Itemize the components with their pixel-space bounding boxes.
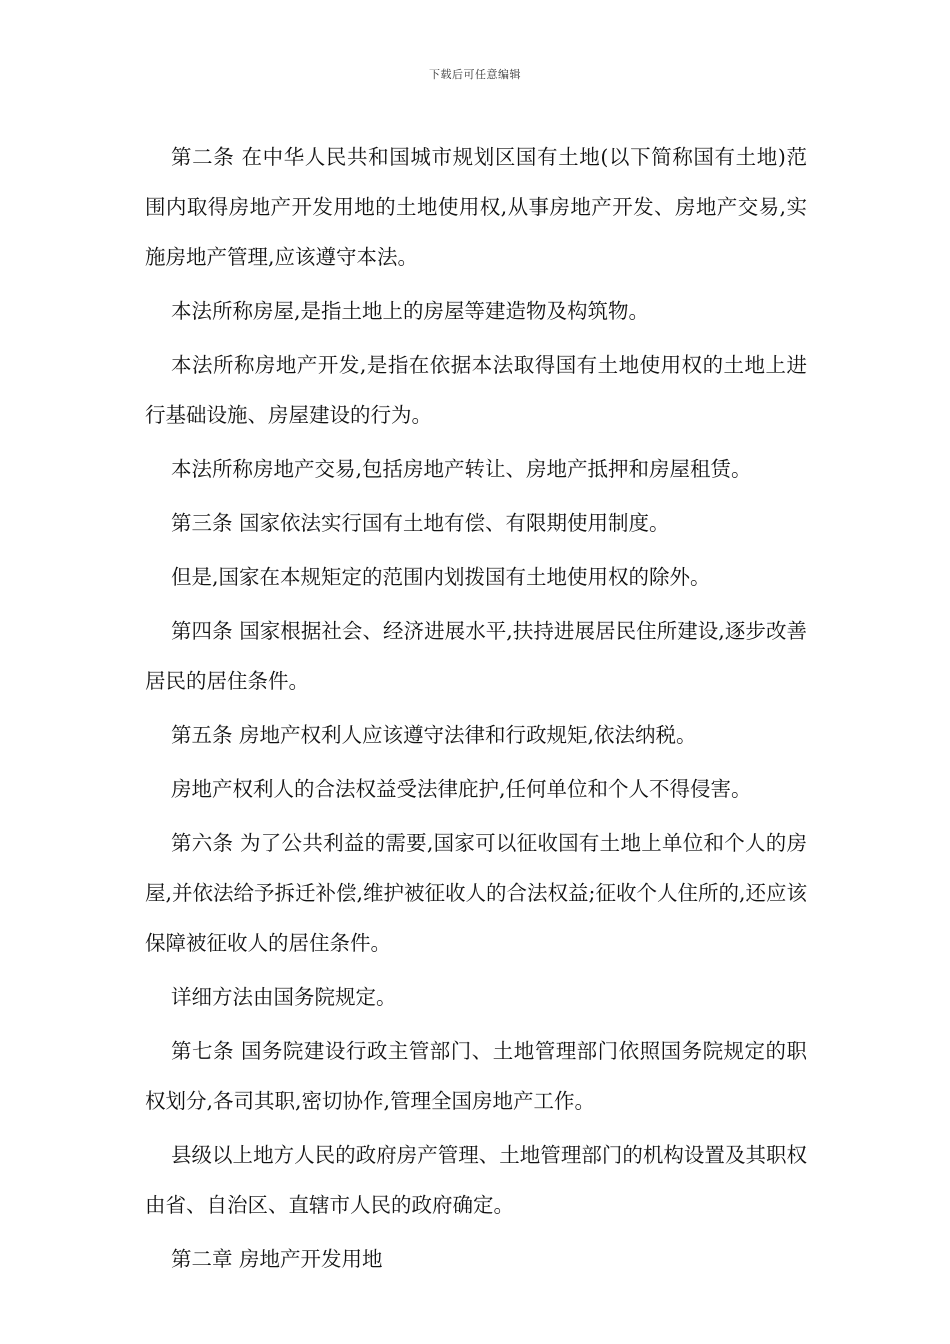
paragraph-article-4: 第四条 国家根据社会、经济进展水平,扶持进展居民住所建设,逐步改善居民的居住条件。 <box>145 619 807 693</box>
paragraph-article-5-rights: 房地产权利人的合法权益受法律庇护,任何单位和个人不得侵害。 <box>171 777 752 801</box>
paragraph-article-5: 第五条 房地产权利人应该遵守法律和行政规矩,依法纳税。 <box>171 723 697 747</box>
paragraph-development-definition: 本法所称房地产开发,是指在依据本法取得国有土地使用权的土地上进行基础设施、房屋建设的行为。 <box>145 353 807 427</box>
page-header: 下载后可任意编辑 <box>429 68 521 81</box>
paragraph-article-6: 第六条 为了公共利益的需要,国家可以征收国有土地上单位和个人的房屋,并依法给予拆迁补偿,维护被征收人的合法权益;征收个人住所的,还应该保障被征收人的居住条件。 <box>145 831 807 955</box>
chapter-heading: 第二章 房地产开发用地 <box>171 1247 383 1271</box>
paragraph-housing-definition: 本法所称房屋,是指土地上的房屋等建造物及构筑物。 <box>171 299 650 323</box>
paragraph-article-3: 第三条 国家依法实行国有土地有偿、有限期使用制度。 <box>171 511 670 535</box>
document-body <box>145 132 807 1288</box>
paragraph-article-6-detail: 详细方法由国务院规定。 <box>171 985 397 1009</box>
paragraph-transaction-definition: 本法所称房地产交易,包括房地产转让、房地产抵押和房屋租赁。 <box>171 457 752 481</box>
paragraph-article-7-local: 县级以上地方人民的政府房产管理、土地管理部门的机构设置及其职权由省、自治区、直辖市人民的政府确定。 <box>145 1143 807 1217</box>
paragraph-article-2: 第二条 在中华人民共和国城市规划区国有土地(以下简称国有土地)范围内取得房地产开发用地的土地使用权,从事房地产开发、房地产交易,实施房地产管理,应该遵守本法。 <box>145 145 807 269</box>
paragraph-article-7: 第七条 国务院建设行政主管部门、土地管理部门依照国务院规定的职权划分,各司其职,密切协作,管理全国房地产工作。 <box>145 1039 807 1113</box>
paragraph-article-3-exception: 但是,国家在本规矩定的范围内划拨国有土地使用权的除外。 <box>171 565 711 589</box>
